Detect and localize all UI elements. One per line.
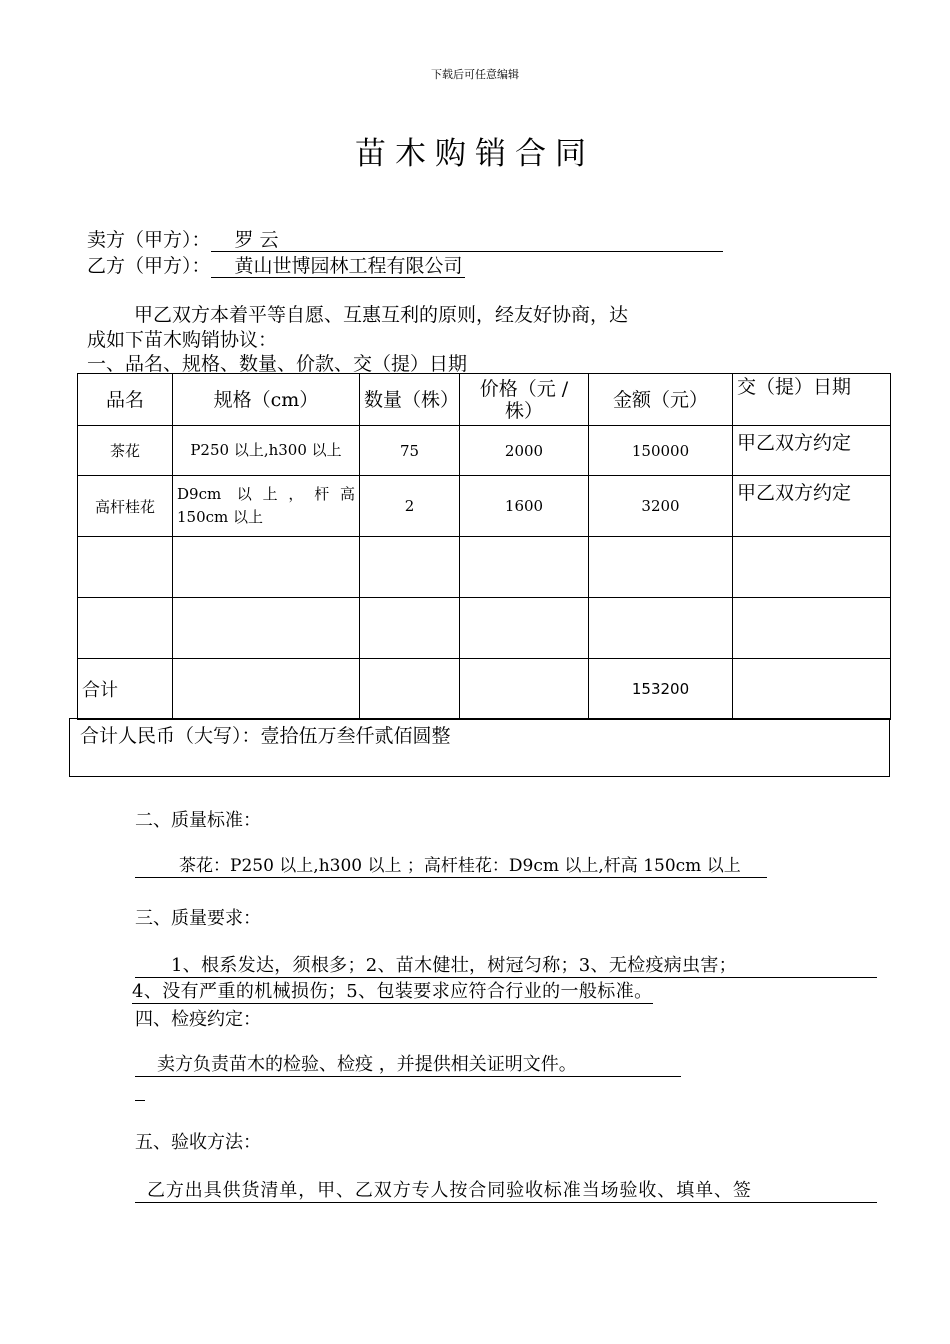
header-spec: 规格（cm） (173, 374, 360, 426)
header-note: 下载后可任意编辑 (431, 68, 519, 81)
total-rmb-text: 合计人民币（大写）：壹拾伍万叁仟贰佰圆整 (80, 725, 451, 747)
section-4-title: 四、检疫约定： (135, 1009, 261, 1030)
buyer-value: 黄山世博园林工程有限公司 (211, 256, 465, 278)
section-3-line-2: 4、没有严重的机械损伤；5、包装要求应符合行业的一般标准。 (132, 981, 653, 1002)
header-price (460, 374, 589, 426)
header-amount: 金额（元） (589, 374, 733, 426)
buyer-line (87, 251, 465, 278)
cell-price: 1600 (460, 476, 589, 537)
document-title: 苗木购销合同 (355, 136, 595, 172)
cell-name: 茶花 (78, 426, 173, 476)
header-name: 品名 (78, 374, 173, 426)
seller-value: 罗 云 (211, 230, 723, 252)
cell-price: 2000 (460, 426, 589, 476)
section-5-title: 五、验收方法： (135, 1132, 261, 1153)
section-2-content: 茶花：P250 以上,h300 以上 ；高杆桂花：D9cm 以上,杆高 150cm 以上 (135, 855, 767, 878)
seller-line (87, 225, 723, 252)
table-total-row (78, 659, 891, 720)
cell-qty: 75 (360, 426, 460, 476)
table-row (78, 476, 891, 537)
seller-label: 卖方（甲方）： (87, 229, 211, 251)
total-rmb-box (69, 718, 890, 777)
cell-name: 高杆桂花 (78, 476, 173, 537)
cell-amount: 3200 (589, 476, 733, 537)
cell-amount: 150000 (589, 426, 733, 476)
cell-spec: P250 以上,h300 以上 (173, 426, 360, 476)
section-4-content: 卖方负责苗木的检验、检疫 ，并提供相关证明文件。 (135, 1054, 681, 1077)
table-row-empty (78, 537, 891, 598)
goods-table (77, 373, 891, 720)
dash-mark (135, 1100, 145, 1101)
cell-qty: 2 (360, 476, 460, 537)
table-header-row (78, 374, 891, 426)
header-qty-text: 数量（株） (364, 388, 460, 411)
intro-line-1: 甲乙双方本着平等自愿、互惠互利的原则，经友好协商，达 (134, 304, 629, 326)
table-row (78, 426, 891, 476)
section-3-title: 三、质量要求： (135, 908, 261, 929)
section-3-line-1: 1、根系发达，须根多；2、苗木健壮，树冠匀称；3、无检疫病虫害； (135, 955, 877, 978)
section-5-content: 乙方出具供货清单，甲、乙双方专人按合同验收标准当场验收、填单、签 (135, 1180, 877, 1203)
total-label: 合计 (78, 659, 173, 720)
intro-line-2: 成如下苗木购销协议： (87, 329, 278, 351)
header-qty (360, 374, 460, 426)
section-2-title: 二、质量标准： (135, 810, 261, 831)
header-price-text: 价格（元 / 株） (479, 377, 569, 422)
cell-date: 甲乙双方约定 (733, 426, 891, 476)
section-1-title: 一、品名、规格、数量、价款、交（提）日期 (87, 353, 468, 375)
cell-spec: D9cm 以上，杆高 150cm 以上 (173, 476, 360, 537)
header-date: 交（提）日期 (733, 374, 891, 426)
buyer-label: 乙方（甲方）： (87, 255, 211, 277)
cell-date: 甲乙双方约定 (733, 476, 891, 537)
table-row-empty (78, 598, 891, 659)
total-amount: 153200 (589, 659, 733, 720)
